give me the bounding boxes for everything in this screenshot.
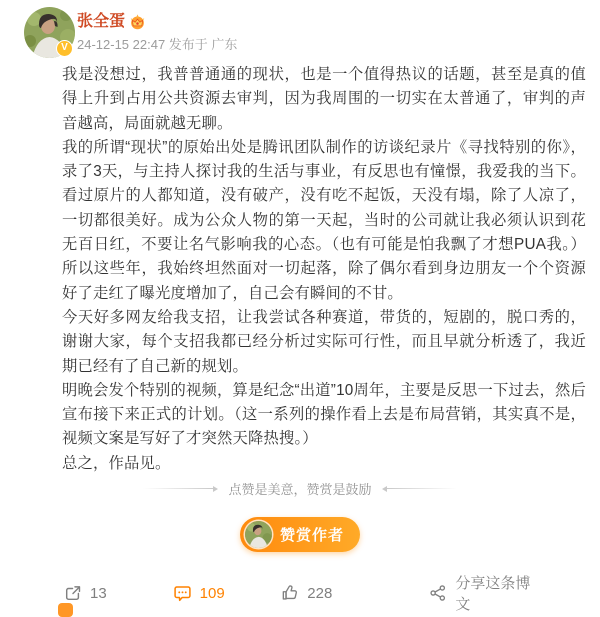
like-button[interactable] bbox=[281, 584, 429, 602]
repost-icon bbox=[64, 584, 82, 602]
reward-divider bbox=[0, 479, 600, 498]
post-toolbar bbox=[0, 575, 600, 613]
post-paragraph: 我是没想过，我普普通通的现状，也是一个值得热议的话题，甚至是真的值得上升到占用公共资源去审判，因为我周围的一切实在太普通了，审判的声音越高，局面就越无聊。 bbox=[62, 66, 586, 132]
reward-divider-text: 点赞是美意，赞赏是鼓励 bbox=[228, 482, 372, 497]
cropped-bottom-icon bbox=[58, 603, 73, 617]
post-paragraph: 今天好多网友给我支招，让我尝试各种赛道，带货的，短剧的，脱口秀的，谢谢大家，每个支招我都已经分析过实际可行性，而且早就分析透了，我近期已经有了自己新的规划。 bbox=[62, 308, 586, 375]
share-button[interactable] bbox=[429, 572, 544, 614]
post-paragraph: 我的所谓“现状”的原始出处是腾讯团队制作的访谈纪录片《寻找特别的你》，录了3天，与主持人探讨我的生活与事业，有反思也有憧憬，我爱我的当下。看过原片的人都知道，没有破产，没有吃不起饭，天没有塌，除了人凉了，一切都很美好。成为公众人物的第一天起，当时的公司就让我必须认识到花无百日红，不要让名气影响我的心态。（也有可能是怕我飘了才想PUA我。）所以这些年，我始终坦然面对一切起落，除了偶尔看到身边朋友一个个资源好了走红了曝光度增加了，自己会有瞬间的不甘。 bbox=[62, 138, 586, 302]
share-nodes-icon bbox=[429, 584, 447, 602]
post-timestamp: 24-12-15 22:47 发布于 广东 bbox=[77, 37, 238, 52]
divider-line-right bbox=[387, 488, 457, 489]
post-header bbox=[0, 0, 600, 62]
reward-author-button[interactable] bbox=[240, 517, 360, 552]
reward-author-avatar bbox=[245, 521, 272, 548]
divider-arrow-left bbox=[213, 486, 218, 492]
divider-line-left bbox=[143, 488, 213, 489]
repost-button[interactable] bbox=[64, 584, 173, 602]
repost-count: 13 bbox=[90, 584, 107, 602]
comment-button[interactable] bbox=[173, 584, 282, 603]
thumbs-up-icon bbox=[281, 584, 299, 602]
comment-count: 109 bbox=[199, 584, 225, 602]
share-label: 分享这条博文 bbox=[455, 575, 531, 613]
post-paragraph: 总之，作品见。 bbox=[62, 454, 171, 472]
verified-badge: V bbox=[56, 40, 73, 57]
post-content bbox=[62, 63, 586, 476]
reward-button-label: 赞赏作者 bbox=[279, 527, 344, 544]
author-username[interactable]: 张全蛋 bbox=[77, 13, 126, 30]
post-paragraph: 明晚会发个特别的视频，算是纪念“出道”10周年，主要是反思一下过去，然后宣布接下来正式的计划。（这一系列的操作看上去是布局营销，其实真不是，视频文案是写好了才突然天降热搜。） bbox=[62, 381, 586, 448]
like-count: 228 bbox=[307, 584, 333, 602]
vip-crown-icon bbox=[129, 14, 146, 31]
comment-icon bbox=[173, 584, 192, 603]
